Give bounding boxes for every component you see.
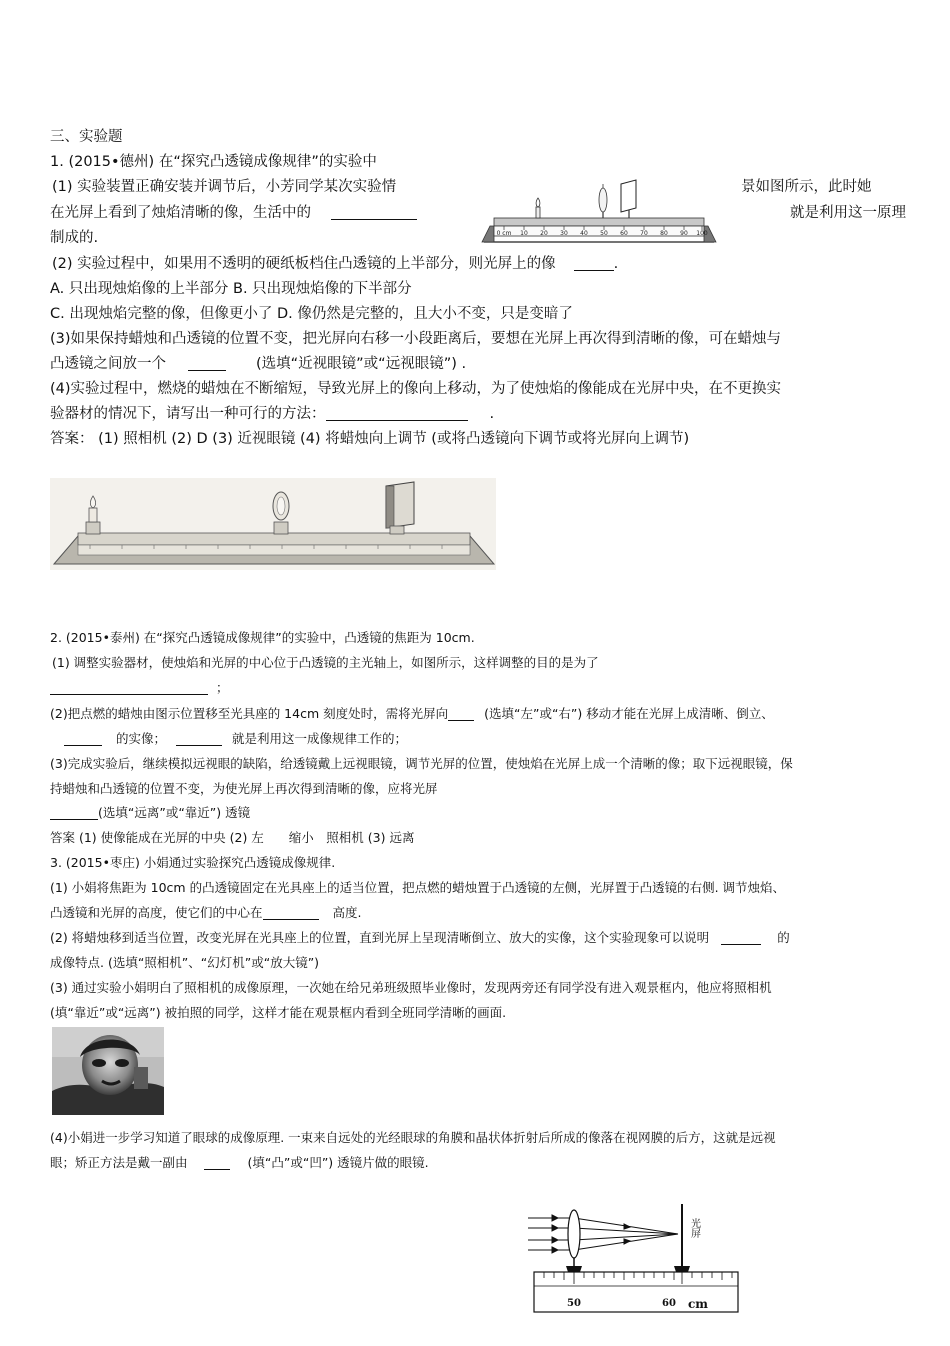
q1-part3-line1: (3)如果保持蜡烛和凸透镜的位置不变，把光屏向右移一小段距离后，要想在光屏上再次得到清晰的像，可在蜡烛与 [50,331,782,347]
q3-part1-text-a: 凸透镜和光屏的高度，使它们的中心在 [50,905,263,920]
q2-blank-4[interactable] [176,731,222,746]
q3-face-photo [52,1027,164,1115]
lens-photo-icon [273,492,289,534]
q2-part3-line1: (3)完成实验后，继续模拟远视眼的缺陷，给透镜戴上远视眼镜，调节光屏的位置，使烛焰在光屏上成一个清晰的像；取下远视眼镜，保 [50,756,793,771]
q2-part1: (1) 调整实验器材，使烛焰和光屏的中心位于凸透镜的主光轴上，如图所示，这样调整的目的是为了 [52,655,599,670]
q3-blank-2[interactable] [721,930,761,945]
ruler-tick-70: 70 [640,230,648,237]
q2-header: 2. (2015•泰州) 在“探究凸透镜成像规律”的实验中，凸透镜的焦距为 10cm. [50,630,475,645]
q2-blank-3[interactable] [64,731,102,746]
q1-optical-bench-photo [50,478,496,570]
q2-part2-text-a: (2)把点燃的蜡烛由图示位置移至光具座的 14cm 刻度处时，需将光屏向 [50,706,449,721]
q3-part4-text-b: (填“凸”或“凹”) 透镜片做的眼镜. [247,1155,429,1170]
q2-part2-text-b: (选填“左”或“右”) 移动才能在光屏上成清晰、倒立、 [484,706,774,721]
q1-part2-text: (2) 实验过程中，如果用不透明的硬纸板档住凸透镜的上半部分，则光屏上的像 [52,256,556,272]
q3-blank-3[interactable] [204,1155,230,1170]
q1-blank-2[interactable] [574,256,614,271]
q2-part2-line2 [50,731,407,747]
q2-part2-text-c: 的实像； [116,731,167,746]
q1-part4-text: 验器材的情况下，请写出一种可行的方法： [50,406,326,422]
q3-part1-line1: (1) 小娟将焦距为 10cm 的凸透镜固定在光具座上的适当位置，把点燃的蜡烛置于凸透镜的左侧，光屏置于凸透镜的右侧. 调节烛焰、 [50,880,786,895]
q1-options-ab: A. 只出现烛焰像的上半部分 B. 只出现烛焰像的下半部分 [50,281,412,297]
q3-part1-line2 [50,905,362,921]
ruler-tick-20: 20 [540,230,548,237]
q1-part3-line2 [50,355,466,373]
section-title: 三、实验题 [50,129,123,145]
ruler-tick-50: 50 [600,230,608,237]
q1-blank-1[interactable] [331,205,417,220]
q1-part1-line2-text: 在光屏上看到了烛焰清晰的像，生活中的 [50,205,311,221]
q2-part1-semicolon: ； [216,680,229,695]
q3-blank-1[interactable] [263,905,319,920]
q3-ray-diagram [528,1200,744,1316]
q3-part2-line2: 成像特点. (选填“照相机”、“幻灯机”或“放大镜”) [50,955,320,970]
screen-label: 光屏 [688,1218,700,1238]
q2-blank-2[interactable] [448,706,474,721]
q1-part2 [52,255,618,273]
unit-label: cm [687,1297,709,1311]
q1-optical-bench-figure [478,172,720,250]
q2-part3-line3 [50,805,250,821]
q2-part2-text-d: 就是利用这一成像规律工作的； [232,731,408,746]
q1-blank-3[interactable] [188,356,226,371]
q3-part4-line1: (4)小娟进一步学习知道了眼球的成像原理. 一束来自远处的光经眼球的角膜和晶状体折射后所成的像落在视网膜的后方，这就是远视 [50,1130,776,1145]
q3-part4-text-a: 眼；矫正方法是戴一副由 [50,1155,188,1170]
q2-part1-blank-line [50,680,229,696]
q1-part3-text-a: 凸透镜之间放一个 [50,356,166,372]
q1-answer: 答案： (1) 照相机 (2) D (3) 近视眼镜 (4) 将蜡烛向上调节 (或将凸透镜向下调节或将光屏向上调节) [50,431,690,447]
q2-part2-line1 [50,706,774,722]
q1-part4-line1: (4)实验过程中，燃烧的蜡烛在不断缩短，导致光屏上的像向上移动，为了使烛焰的像能成在光屏中央，在不更换实 [50,381,782,397]
ruler-tick-60: 60 [620,230,628,237]
q1-blank-4[interactable] [326,406,468,421]
tick-60-label: 60 [662,1298,676,1309]
q3-part4-line2 [50,1155,429,1171]
q1-part1-line3: 制成的. [50,230,99,246]
ruler-tick-80: 80 [660,230,668,237]
q3-header: 3. (2015•枣庄) 小娟通过实验探究凸透镜成像规律. [50,855,336,870]
ruler-tick-100: 100 [696,230,708,237]
q1-part1-right: 景如图所示，此时她 [741,179,872,195]
q3-part2-line1 [50,930,790,946]
candle-icon [536,198,540,218]
q3-part3-line1: (3) 通过实验小娟明白了照相机的成像原理，一次她在给兄弟班级照毕业像时，发现两旁还有同学没有进入观景框内，他应将照相机 [50,980,772,995]
ruler-tick-40: 40 [580,230,588,237]
q1-options-cd: C. 出现烛焰完整的像，但像更小了 D. 像仍然是完整的，且大小不变，只是变暗了 [50,306,573,322]
q3-part3-line2: (填“靠近”或“远离”) 被拍照的同学，这样才能在观景框内看到全班同学清晰的画面. [50,1005,507,1020]
ruler-tick-90: 90 [680,230,688,237]
tick-50-label: 50 [567,1298,581,1309]
q2-answer: 答案 (1) 使像能成在光屏的中央 (2) 左 缩小 照相机 (3) 远离 [50,830,415,845]
q1-part1-line2-right: 就是利用这一原理 [790,205,906,221]
q1-part1-left: (1) 实验装置正确安装并调节后，小芳同学某次实验情 [52,179,397,195]
ruler-tick-30: 30 [560,230,568,237]
q1-part3-text-b: (选填“近视眼镜”或“远视眼镜”) . [256,356,467,372]
ruler-tick-0: 0 cm [496,230,512,237]
q1-part4-period: . [489,406,495,422]
q2-part3-text: (选填“远离”或“靠近”) 透镜 [98,805,251,820]
q1-part2-period: . [613,256,619,272]
q2-blank-5[interactable] [50,805,98,820]
q2-part3-line2: 持蜡烛和凸透镜的位置不变，为使光屏上再次得到清晰的像，应将光屏 [50,781,438,796]
q3-part2-text-a: (2) 将蜡烛移到适当位置，改变光屏在光具座上的位置，直到光屏上呈现清晰倒立、放大的实像，这个实验现象可以说明 [50,930,710,945]
q2-blank-1[interactable] [50,680,208,695]
q1-header: 1. (2015•德州) 在“探究凸透镜成像规律”的实验中 [50,154,377,170]
q3-part2-text-b: 的 [777,930,790,945]
q3-part1-text-b: 高度. [332,905,362,920]
q1-part4-line2 [50,405,494,423]
ruler-tick-10: 10 [520,230,528,237]
q1-part1-line2-left [50,204,417,222]
